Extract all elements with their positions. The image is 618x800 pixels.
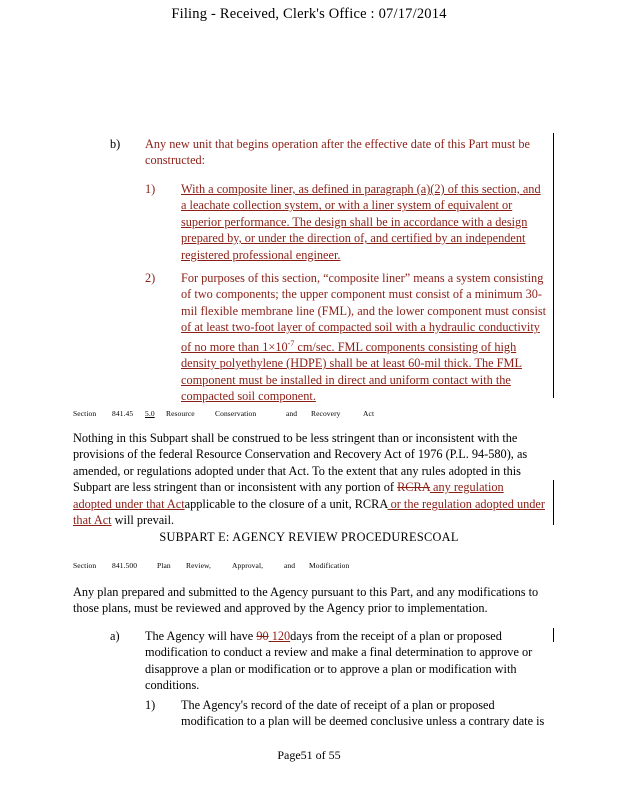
plan-paragraph <box>73 584 538 617</box>
item-1-text <box>181 181 541 263</box>
section-845-word: Resource <box>166 409 195 418</box>
section-845-num: 841.45 <box>112 409 134 418</box>
item-a-line <box>145 628 532 644</box>
item-2-line <box>181 336 546 356</box>
item-a-text <box>145 628 532 694</box>
rcra-paragraph <box>73 430 545 528</box>
item-1-line: prepared by, or under the direction of, and certified by an independent <box>181 231 526 246</box>
section-8415-word: and <box>284 561 296 570</box>
item-a1-line: The Agency's record of the date of receipt of a plan or proposed <box>181 698 495 712</box>
item-2-text <box>181 270 546 404</box>
change-bar <box>553 628 554 642</box>
item-a1-text <box>181 697 544 730</box>
item-a1-line: modification to a plan will be deemed conclusive unless a contrary date is <box>181 714 545 729</box>
page-num: 51 <box>300 748 313 762</box>
rcra-inserted: that Act <box>73 513 112 528</box>
item-1-label: 1) <box>145 182 156 196</box>
section-8415-word: Modification <box>309 561 350 570</box>
item-1-line: superior performance. The design shall be in accordance with a design <box>181 214 528 229</box>
page-number <box>0 748 618 763</box>
item-2-line: of at least two-foot layer of compacted soil with a hydraulic conductivity <box>181 320 540 335</box>
item-2-line: of two components; the upper component must consist of a minimum 30- <box>181 287 542 302</box>
change-bar <box>553 133 554 398</box>
rcra-line <box>73 512 545 528</box>
rcra-line: provisions of the federal Resource Conservation and Recovery Act of 1976 (P.L. 94-580), as <box>73 447 528 462</box>
item-2-line: density polyethylene (HDPE) shall be at least 60-mil thick. The FML <box>181 356 522 371</box>
item-a-line: conditions. <box>145 678 200 693</box>
item-b-line: Any new unit that begins operation after the effective date of this Part must be <box>145 137 530 151</box>
item-a-line: modification to conduct a review and make a final determination to approve or <box>145 645 533 660</box>
rcra-line: amended, or regulations adopted under that Act. To the extent that any rules adopted in this <box>73 463 521 478</box>
item-a1-label: 1) <box>145 698 156 712</box>
rcra-inserted: adopted under that Act <box>73 496 185 511</box>
item-2-line5-rest: cm/sec. FML components consisting of high <box>294 339 517 354</box>
item-a-inserted: 120 <box>268 629 291 643</box>
plan-line: Any plan prepared and submitted to the Agency pursuant to this Part, and any modifications to <box>73 585 539 599</box>
rcra-inserted: any regulation <box>429 480 504 495</box>
item-b-label: b) <box>110 137 121 151</box>
rcra-line <box>73 496 545 512</box>
rcra-inserted: or the regulation adopted under <box>387 496 545 511</box>
item-a-label: a) <box>110 629 120 643</box>
change-bar <box>553 480 554 525</box>
plan-line: those plans, must be reviewed and approved by the Agency prior to implementation. <box>73 601 488 616</box>
filing-header: Filing - Received, Clerk's Office : 07/17/2014 <box>171 6 447 22</box>
item-a-line1-start: The Agency will have <box>145 629 257 643</box>
item-a-line1-end: days from the receipt of a plan or proposed <box>290 629 502 643</box>
page-label: Page <box>277 748 301 762</box>
item-1-line: With a composite liner, as defined in paragraph (a)(2) of this section, and <box>181 182 541 196</box>
item-1-line: a leachate collection system, or with a liner system of equivalent or <box>181 198 513 213</box>
item-b-text <box>145 136 530 169</box>
item-2-label: 2) <box>145 271 156 285</box>
section-8415-word: Review, <box>186 561 211 570</box>
item-2-line: component must be installed in direct and uniform contact with the <box>181 372 511 387</box>
section-8415-num: 841.500 <box>112 561 138 570</box>
rcra-line5-mid: applicable to the closure of a unit, RCRA <box>184 496 388 511</box>
subpart-title: SUBPART E: AGENCY REVIEW PROCEDURESCOAL <box>159 530 459 544</box>
rcra-line: Nothing in this Subpart shall be construed to be less stringent than or inconsistent with the <box>73 431 518 445</box>
exponent: -7 <box>287 338 295 348</box>
item-2-line: For purposes of this section, “composite liner” means a system consisting <box>181 271 544 285</box>
section-8415-label: Section <box>73 561 97 570</box>
item-a-struck: 90 <box>256 629 269 643</box>
section-8415-word: Plan <box>157 561 171 570</box>
rcra-line6-end: will prevail. <box>111 513 175 528</box>
rcra-struck: RCRA <box>397 480 430 495</box>
section-845-word: Act <box>363 409 375 418</box>
item-1-line: registered professional engineer. <box>181 247 341 262</box>
section-845-word: Recovery <box>311 409 341 418</box>
item-2-line: compacted soil component. <box>181 388 316 403</box>
section-845-sub: 5.0 <box>145 409 155 418</box>
rcra-line <box>73 479 545 495</box>
item-a-line: disapprove a plan or modification or to approve a plan or modification with <box>145 661 517 676</box>
item-2-line: mil flexible membrane line (FML), and the lower component must consist <box>181 303 547 318</box>
of-label: of <box>312 748 329 762</box>
section-845-label: Section <box>73 409 97 418</box>
item-b-line: constructed: <box>145 153 206 168</box>
item-2-line5-start: of no more than 1×10 <box>181 339 288 354</box>
section-845-word: and <box>286 409 298 418</box>
section-845-word: Conservation <box>215 409 257 418</box>
section-8415-word: Approval, <box>232 561 264 570</box>
page-total: 55 <box>328 748 341 762</box>
rcra-line4-start: Subpart are less stringent than or inconsistent with any portion of <box>73 480 398 495</box>
